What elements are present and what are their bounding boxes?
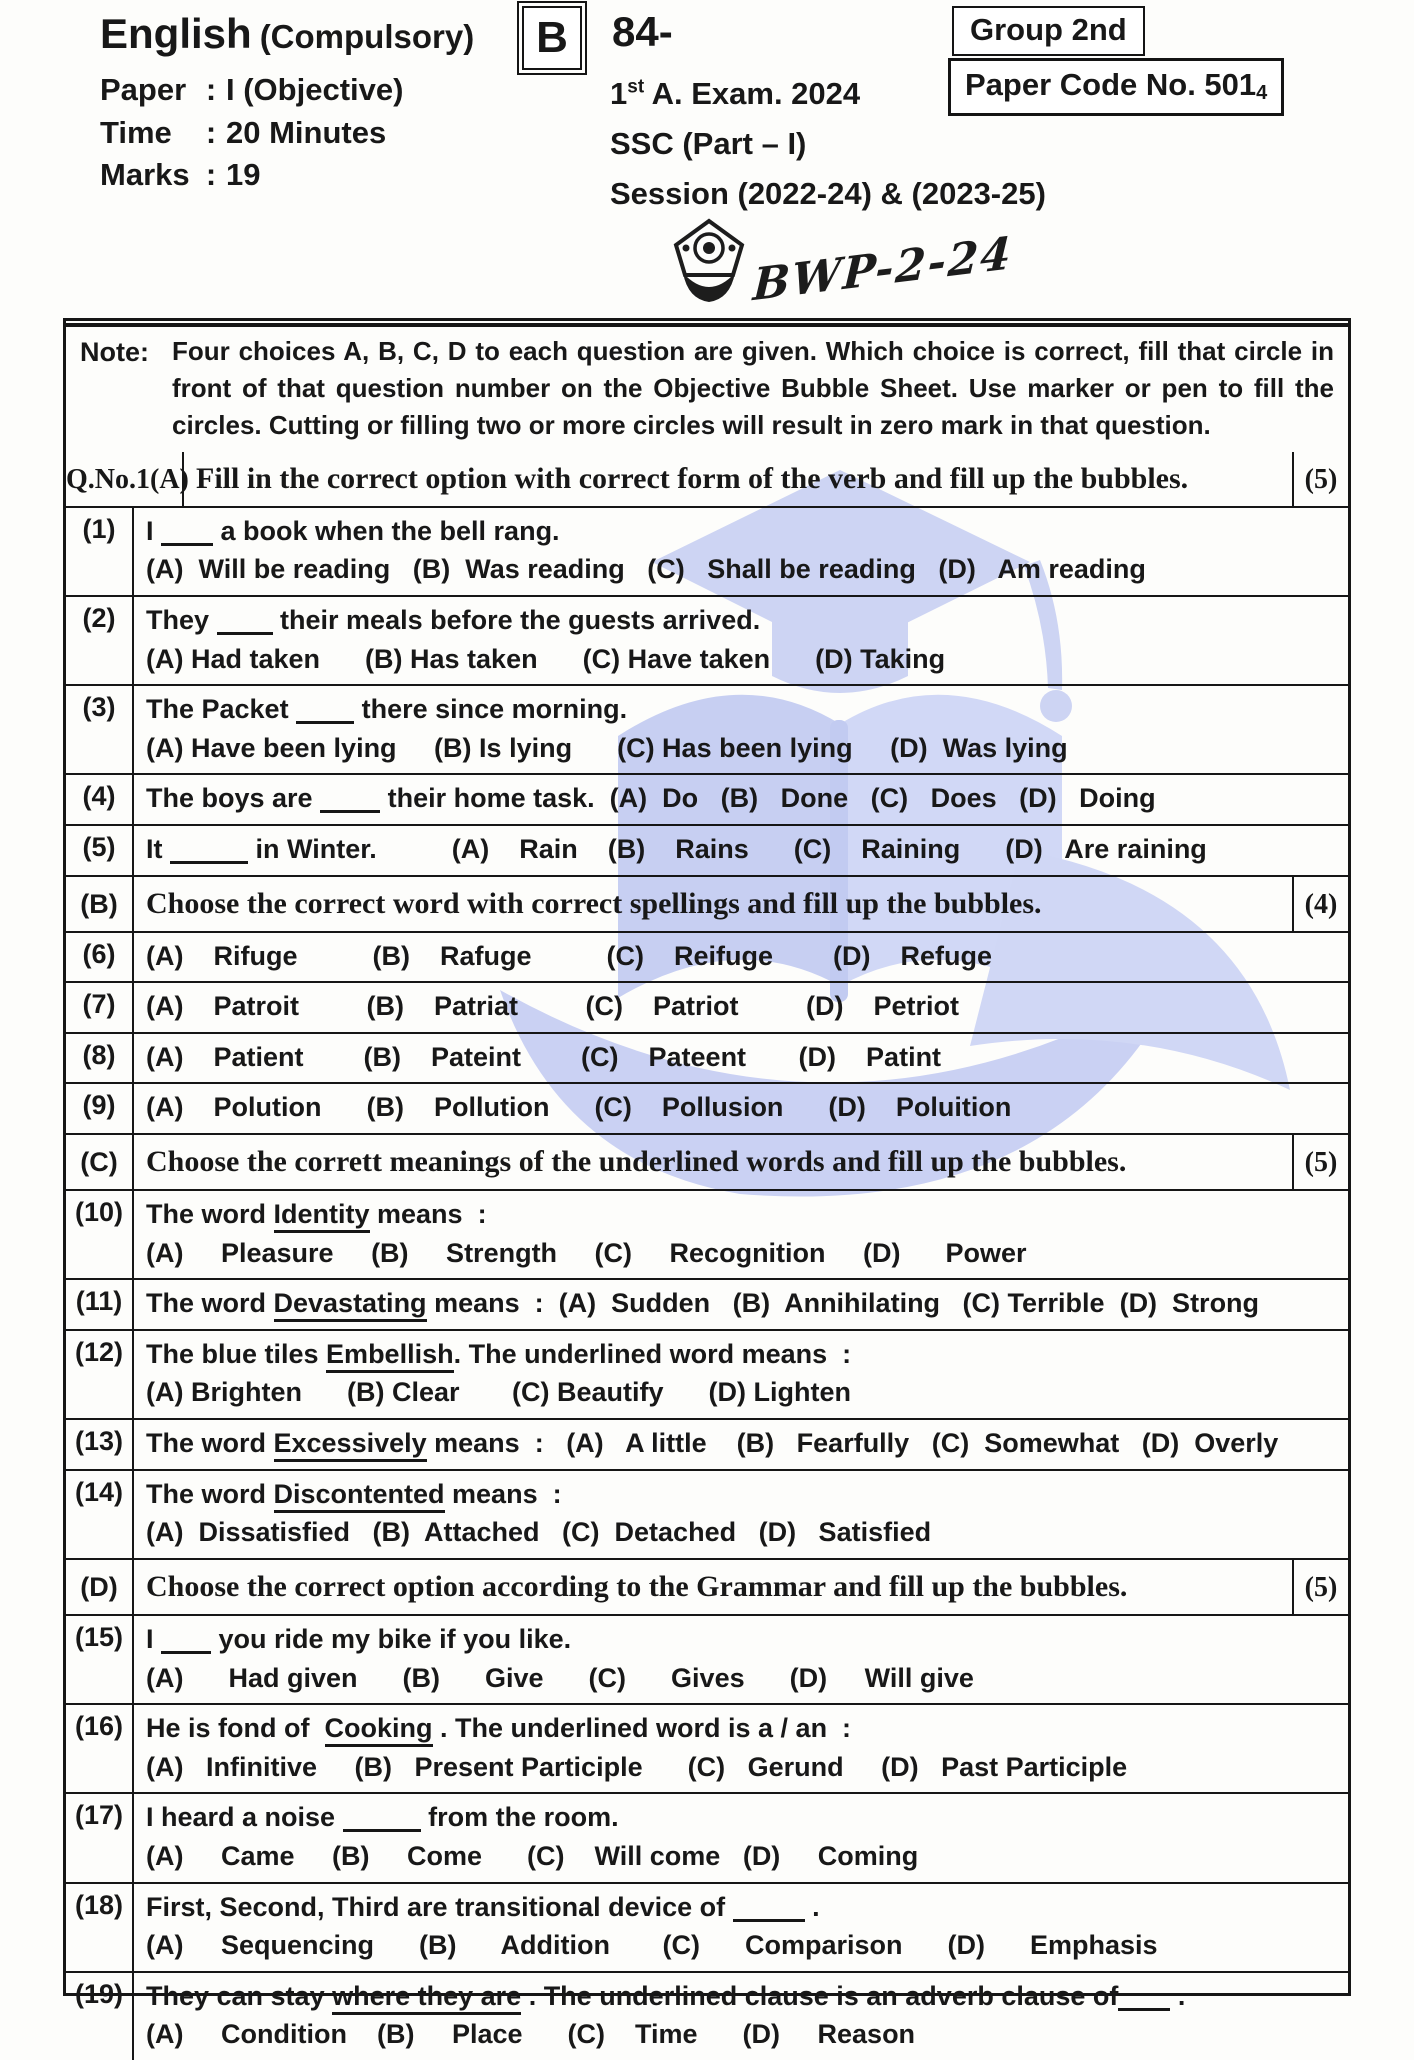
- session-line: Session (2022-24) & (2023-25): [610, 176, 1046, 211]
- question-text: their home task. (A) Do (B) Done (C) Does (D) Doing: [380, 783, 1156, 814]
- question-line: [146, 1195, 1340, 1234]
- question-number: (11): [66, 1280, 134, 1329]
- question-text: He is fond of: [146, 1713, 325, 1744]
- question-line: [146, 729, 1340, 768]
- question-number: (14): [66, 1471, 134, 1558]
- underlined-word: Discontented: [274, 1479, 445, 1513]
- section-marks: (5): [1292, 1560, 1348, 1614]
- section-title: Choose the correct word with correct spellings and fill up the bubbles.: [146, 886, 1042, 920]
- question-number: (19): [66, 1973, 134, 2060]
- section-title: Fill in the correct option with correct form of the verb and fill up the bubbles.: [196, 461, 1189, 495]
- question-number: (7): [66, 983, 134, 1032]
- question-line: [146, 1798, 1340, 1837]
- question-content: [134, 1280, 1348, 1329]
- question-line: [146, 640, 1340, 679]
- question-text: I: [146, 515, 162, 546]
- question-content: [134, 1884, 1348, 1971]
- question-number: (8): [66, 1034, 134, 1083]
- question-text: (A) Dissatisfied (B) Attached (C) Detached (D) Satisfied: [146, 1517, 932, 1548]
- section-header-row: [66, 1558, 1348, 1614]
- time-line: Time : 20 Minutes: [100, 115, 387, 150]
- question-line: [146, 1284, 1340, 1323]
- question-line: [146, 987, 1340, 1026]
- exam-line: 1st A. Exam. 2024: [610, 76, 861, 111]
- question-text: (A) Have been lying (B) Is lying (C) Has been lying (D) Was lying: [146, 732, 1068, 763]
- question-text: (A) Came (B) Come (C) Will come (D) Coming: [146, 1840, 919, 1871]
- underlined-word: Embellish: [326, 1339, 454, 1373]
- question-text: (A) Condition (B) Place (C) Time (D) Reason: [146, 2019, 916, 2050]
- question-text: I: [146, 1623, 162, 1654]
- question-content: [134, 1191, 1348, 1278]
- question-row: [66, 1278, 1348, 1329]
- question-text: (A) Patient (B) Pateint (C) Pateent (D) Patint: [146, 1041, 942, 1072]
- question-number: (5): [66, 826, 134, 875]
- note-text: Four choices A, B, C, D to each question are given. Which choice is correct, fill that circle in front of that question number on the Objective Bubble Sheet. Use marker or pen to fill the circles. Cutting or filling two or more circles will result in zero mark in that question.: [172, 336, 1334, 440]
- section-header-row: [66, 1133, 1348, 1189]
- question-number: (17): [66, 1794, 134, 1881]
- section-marks: (5): [1292, 1135, 1348, 1189]
- question-content: [134, 1471, 1348, 1558]
- section-title: Choose the correct option according to the Grammar and fill up the bubbles.: [146, 1569, 1128, 1603]
- underlined-word: where they are: [332, 1981, 521, 2015]
- question-line: [146, 1475, 1340, 1514]
- question-text: (A) Patroit (B) Patriat (C) Patriot (D) Petriot: [146, 991, 960, 1022]
- question-number: (2): [66, 597, 134, 684]
- question-text: from the room.: [420, 1802, 619, 1833]
- note-row: [66, 325, 1348, 452]
- question-row: [66, 1469, 1348, 1558]
- question-line: [146, 1659, 1340, 1698]
- section-title: Choose the corrett meanings of the underlined words and fill up the bubbles.: [146, 1145, 1127, 1179]
- question-text: .: [804, 1891, 820, 1922]
- question-row: [66, 1418, 1348, 1469]
- section-header-row: [66, 875, 1348, 931]
- question-number: (1): [66, 508, 134, 595]
- question-line: [146, 779, 1340, 818]
- question-line: [146, 1088, 1340, 1127]
- question-content: [134, 1331, 1348, 1418]
- question-text: means :: [369, 1199, 487, 1230]
- question-number: (3): [66, 686, 134, 773]
- question-row: [66, 506, 1348, 595]
- blank-line: [217, 629, 273, 635]
- question-line: [146, 937, 1340, 976]
- question-row: [66, 595, 1348, 684]
- question-row: [66, 1032, 1348, 1083]
- question-number: (16): [66, 1705, 134, 1792]
- question-line: [146, 550, 1340, 589]
- section-label: (B): [66, 877, 134, 931]
- blank-line: [170, 858, 248, 864]
- question-number: (15): [66, 1616, 134, 1703]
- underlined-word: Excessively: [274, 1428, 427, 1462]
- question-content: [134, 1705, 1348, 1792]
- underlined-word: Identity: [274, 1199, 370, 1233]
- question-line: [146, 512, 1340, 551]
- handwritten-mark: BWP-2-24: [751, 227, 1015, 312]
- question-row: [66, 1882, 1348, 1971]
- question-content: [134, 686, 1348, 773]
- question-text: First, Second, Third are transitional device of: [146, 1891, 733, 1922]
- question-row: [66, 1792, 1348, 1881]
- question-text: I heard a noise: [146, 1802, 343, 1833]
- question-content: [134, 933, 1348, 982]
- question-text: They can stay: [146, 1980, 333, 2011]
- question-line: [146, 1335, 1340, 1374]
- question-table: [63, 318, 1351, 2050]
- question-text: means : (A) Sudden (B) Annihilating (C) Terrible (D) Strong: [426, 1288, 1260, 1319]
- question-row: [66, 773, 1348, 824]
- question-text: . The underlined clause is an adverb clause of: [521, 1980, 1119, 2011]
- question-text: a book when the bell rang.: [213, 515, 560, 546]
- note-label: Note:: [80, 337, 149, 367]
- question-line: [146, 1837, 1340, 1876]
- question-line: [146, 1709, 1340, 1748]
- question-content: [134, 1420, 1348, 1469]
- question-content: [134, 1034, 1348, 1083]
- question-number: (18): [66, 1884, 134, 1971]
- question-row: [66, 981, 1348, 1032]
- question-text: (A) Rifuge (B) Rafuge (C) Reifuge (D) Refuge: [146, 940, 993, 971]
- question-line: [146, 1888, 1340, 1927]
- question-text: means :: [444, 1478, 562, 1509]
- question-text: means : (A) A little (B) Fearfully (C) Somewhat (D) Overly: [426, 1428, 1279, 1459]
- question-text: .: [1170, 1980, 1186, 2011]
- question-number: (10): [66, 1191, 134, 1278]
- question-line: [146, 830, 1340, 869]
- question-line: [146, 1424, 1340, 1463]
- question-text: (A) Had taken (B) Has taken (C) Have taken (D) Taking: [146, 643, 946, 674]
- question-number: (13): [66, 1420, 134, 1469]
- question-text: They: [146, 604, 217, 635]
- question-row: [66, 824, 1348, 875]
- question-text: (A) Polution (B) Pollution (C) Pollusion (D) Poluition: [146, 1092, 1012, 1123]
- question-line: [146, 1748, 1340, 1787]
- question-content: [134, 1616, 1348, 1703]
- question-number: (6): [66, 933, 134, 982]
- question-row: [66, 1329, 1348, 1418]
- class-line: SSC (Part – I): [610, 126, 807, 161]
- question-text: (A) Brighten (B) Clear (C) Beautify (D) Lighten: [146, 1377, 851, 1408]
- question-content: [134, 508, 1348, 595]
- question-content: [134, 775, 1348, 824]
- question-text: (A) Infinitive (B) Present Participle (C) Gerund (D) Past Participle: [146, 1751, 1128, 1782]
- question-text: there since morning.: [354, 694, 628, 725]
- blank-line: [161, 540, 213, 546]
- question-text: in Winter. (A) Rain (B) Rains (C) Raining (D) Are raining: [248, 833, 1207, 864]
- section-label: (C): [66, 1135, 134, 1189]
- blank-line: [161, 1648, 211, 1654]
- question-line: [146, 2015, 1340, 2054]
- section-marks: (5): [1292, 452, 1348, 506]
- section-header-row: [66, 452, 1348, 506]
- section-label: (D): [66, 1560, 134, 1614]
- page-title: [100, 10, 474, 58]
- section-marks: (4): [1292, 877, 1348, 931]
- question-line: [146, 1513, 1340, 1552]
- question-text: . The underlined word means :: [453, 1338, 852, 1369]
- question-row: [66, 1614, 1348, 1703]
- question-text: . The underlined word is a / an :: [432, 1713, 852, 1744]
- question-content: [134, 826, 1348, 875]
- question-text: (A) Sequencing (B) Addition (C) Comparison (D) Emphasis: [146, 1930, 1158, 1961]
- question-text: (A) Had given (B) Give (C) Gives (D) Will give: [146, 1662, 974, 1693]
- question-text: The Packet: [146, 694, 297, 725]
- blank-line: [296, 718, 354, 724]
- subject-suffix: (Compulsory): [259, 18, 475, 55]
- question-line: [146, 1234, 1340, 1273]
- underlined-word: Cooking: [325, 1713, 433, 1747]
- blank-line: [343, 1826, 421, 1832]
- question-text: you ride my bike if you like.: [211, 1623, 572, 1654]
- question-content: [134, 597, 1348, 684]
- question-text: The word: [146, 1288, 274, 1319]
- question-number: (4): [66, 775, 134, 824]
- question-text: their meals before the guests arrived.: [272, 604, 761, 635]
- paper-line: Paper : I (Objective): [100, 72, 404, 107]
- question-row: [66, 1082, 1348, 1133]
- blank-line: [1118, 2005, 1170, 2011]
- question-row: [66, 931, 1348, 982]
- paper-number: 84-: [612, 8, 673, 55]
- paper-code-box: Paper Code No. 5014: [948, 58, 1284, 116]
- question-text: The blue tiles: [146, 1338, 327, 1369]
- marks-line: Marks : 19: [100, 157, 261, 192]
- question-text: It: [146, 833, 170, 864]
- version-letter-box: B: [522, 6, 582, 70]
- question-row: [66, 684, 1348, 773]
- question-line: [146, 601, 1340, 640]
- blank-line: [733, 1916, 805, 1922]
- question-text: (A) Pleasure (B) Strength (C) Recognition (D) Power: [146, 1237, 1027, 1268]
- question-text: (A) Will be reading (B) Was reading (C) Shall be reading (D) Am reading: [146, 554, 1146, 585]
- question-line: [146, 1977, 1340, 2016]
- question-text: The word: [146, 1199, 274, 1230]
- question-content: [134, 1973, 1348, 2060]
- underlined-word: Devastating: [274, 1288, 427, 1322]
- question-line: [146, 1926, 1340, 1965]
- question-content: [134, 1794, 1348, 1881]
- subject-title: English: [100, 10, 252, 57]
- question-row: [66, 1189, 1348, 1278]
- question-line: [146, 1620, 1340, 1659]
- question-number: (9): [66, 1084, 134, 1133]
- question-number: (12): [66, 1331, 134, 1418]
- question-text: The word: [146, 1478, 274, 1509]
- question-text: The boys are: [146, 783, 321, 814]
- question-row: [66, 1971, 1348, 2060]
- question-row: [66, 1703, 1348, 1792]
- blank-line: [320, 807, 380, 813]
- section-label: Q.No.1(A): [66, 452, 184, 506]
- question-content: [134, 1084, 1348, 1133]
- question-line: [146, 1373, 1340, 1412]
- page-header: [0, 0, 1414, 318]
- question-line: [146, 1038, 1340, 1077]
- board-stamp-icon: [672, 218, 746, 309]
- question-content: [134, 983, 1348, 1032]
- question-text: The word: [146, 1428, 274, 1459]
- question-line: [146, 690, 1340, 729]
- group-box: Group 2nd: [952, 6, 1145, 56]
